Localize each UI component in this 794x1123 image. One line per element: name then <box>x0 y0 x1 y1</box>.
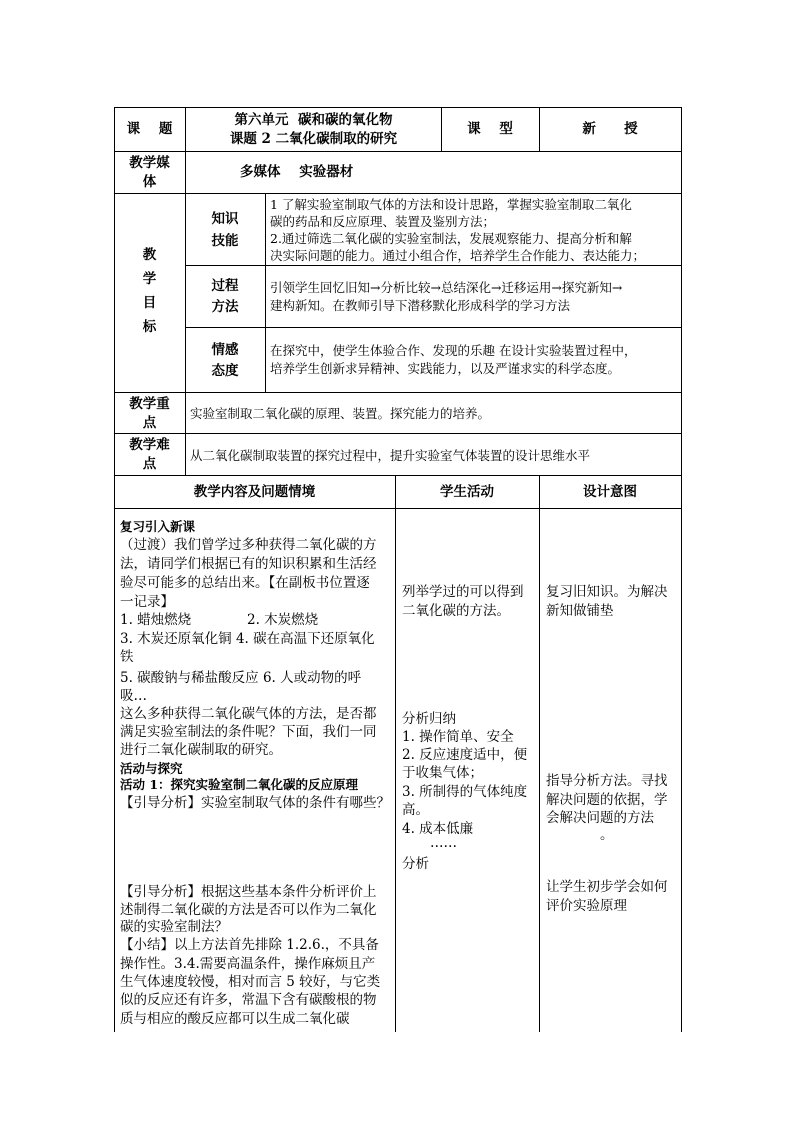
guide2-line: 碳的实验室制法？ <box>120 919 228 935</box>
row-divider-keypoint <box>114 433 682 434</box>
label-goals-1: 教 <box>142 247 157 263</box>
intent-line: 评价实验原理 <box>546 898 627 914</box>
col-header-student: 学生活动 <box>440 484 494 500</box>
student-activity-line: 2. 反应速度适中，便 <box>402 747 528 763</box>
label-emotion-line1: 情感 <box>211 342 239 358</box>
intent-line: 指导分析方法。寻找 <box>546 773 668 789</box>
method-item-5-6: 5. 碳酸钠与稀盐酸反应 6. 人或动物的呼 <box>120 670 362 686</box>
label-emotion-line2: 态度 <box>211 363 239 379</box>
process-line: 引领学生回忆旧知→分析比较→总结深化→迁移运用→探究新知→ <box>270 280 623 295</box>
student-activity-line: 列举学过的可以得到 <box>402 584 524 600</box>
intro-line: （过渡）我们曾学过多种获得二氧化碳的方 <box>120 537 377 553</box>
row-divider-difficulty <box>114 475 682 476</box>
label-knowledge-line1: 知识 <box>211 211 239 227</box>
keypoint-value: 实验室制取二氧化碳的原理、装置。探究能力的培养。 <box>190 406 491 421</box>
col-divider-goal-sub <box>265 193 266 392</box>
activity-1-title: 活动 1：探究实验室制二氧化碳的反应原理 <box>120 777 359 792</box>
row-divider-goals <box>114 392 682 393</box>
knowledge-line: 碳的药品和反应原理、装置及鉴别方法； <box>270 214 496 229</box>
intent-line: 解决问题的依据，学 <box>546 792 668 808</box>
col-header-content: 教学内容及问题情境 <box>193 484 316 500</box>
question-line: 这么多种获得二氧化碳气体的方法，是否都 <box>120 706 377 722</box>
student-activity-analysis: 分析 <box>402 856 429 872</box>
type-value: 新 授 <box>582 121 638 137</box>
intro-line: 一记录】 <box>120 594 174 610</box>
knowledge-line: 1 了解实验室制取气体的方法和设计思路，掌握实验室制取二氧化 <box>270 197 632 212</box>
student-activity-ellipsis: …… <box>430 835 457 851</box>
summary-line: 似的反应还有许多，常温下含有碳酸根的物 <box>120 992 377 1008</box>
student-activity-line: 于收集气体； <box>402 765 483 781</box>
table-border-top <box>114 107 682 108</box>
student-activity-line: 3. 所制得的气体纯度 <box>402 784 528 800</box>
intent-line: 复习旧知识。为解决 <box>546 584 668 600</box>
summary-line: 操作性。3.4.需要高温条件，操作麻烦且产 <box>120 956 376 972</box>
label-type: 课 型 <box>467 121 513 137</box>
student-activity-line: 高。 <box>402 802 429 818</box>
knowledge-line: 2.通过筛选二氧化碳的实验室制法，发展观察能力、提高分析和解 <box>270 231 632 246</box>
col-divider-intent <box>539 475 540 1032</box>
row-divider-header <box>114 151 682 152</box>
student-activity-line: 二氧化碳的方法。 <box>402 603 510 619</box>
row-divider-columns <box>114 508 682 509</box>
method-item-5-6-cont: 吸… <box>120 688 147 704</box>
student-activity-line: 分析归纳 <box>402 711 456 727</box>
label-goals-2: 学 <box>142 271 157 287</box>
col-header-intent: 设计意图 <box>583 484 637 500</box>
row-divider-media <box>114 193 682 194</box>
process-line: 建构新知。在教师引导下潜移默化形成科学的学习方法 <box>270 298 571 313</box>
method-item-2: 2. 木炭燃烧 <box>247 612 319 628</box>
lesson-title-line2: 课题 2 二氧化碳制取的研究 <box>229 131 398 147</box>
method-item-3-4: 3. 木炭还原氧化铜 4. 碳在高温下还原氧化 <box>120 631 375 647</box>
intro-line: 法，请同学们根据已有的知识积累和生活经 <box>120 556 377 572</box>
emotion-line: 在探究中，使学生体验合作、发现的乐趣 在设计实验装置过程中， <box>270 343 637 358</box>
label-goals-3: 目 <box>142 295 157 311</box>
question-line: 满足实验室制法的条件呢？下面，我们一同 <box>120 724 377 740</box>
difficulty-value: 从二氧化碳制取装置的探究过程中，提升实验室气体装置的设计思维水平 <box>190 448 591 463</box>
label-knowledge-line2: 技能 <box>211 233 239 249</box>
section-review-title: 复习引入新课 <box>120 519 196 534</box>
knowledge-line: 决实际问题的能力。通过小组合作，培养学生合作能力、表达能力； <box>270 248 646 263</box>
label-media-line2: 体 <box>142 174 157 190</box>
label-media-line1: 教学媒 <box>129 155 170 171</box>
label-process-line1: 过程 <box>211 278 239 294</box>
summary-line: 【小结】以上方法首先排除 1.2.6.，不具备 <box>120 937 379 953</box>
intent-line: 新知做铺垫 <box>546 603 614 619</box>
intent-line-end: 。 <box>600 827 614 843</box>
label-process-line2: 方法 <box>211 299 239 315</box>
label-keypoint-line1: 教学重 <box>129 396 170 412</box>
label-keypoint-line2: 点 <box>142 415 157 431</box>
label-difficulty-line2: 点 <box>142 456 157 472</box>
guide-question-1: 【引导分析】实验室制取气体的条件有哪些？ <box>120 795 390 811</box>
table-border-right <box>681 107 682 1032</box>
intent-line: 让学生初步学会如何 <box>546 879 668 895</box>
method-item-3-4-cont: 铁 <box>120 649 134 665</box>
section-activity-title: 活动与探究 <box>120 761 183 776</box>
student-activity-line: 4. 成本低廉 <box>402 821 474 837</box>
student-activity-line: 1. 操作简单、安全 <box>402 729 514 745</box>
emotion-line: 培养学生创新求异精神、实践能力，以及严谨求实的科学态度。 <box>270 361 621 376</box>
question-line: 进行二氧化碳制取的研究。 <box>120 742 282 758</box>
lesson-title-line1: 第六单元 碳和碳的氧化物 <box>234 112 393 128</box>
guide2-line: 述制得二氧化碳的方法是否可以作为二氧化 <box>120 902 377 918</box>
intro-line: 验尽可能多的总结出来。【在副板书位置逐 <box>120 575 370 591</box>
col-divider-student <box>395 475 396 1032</box>
label-topic: 课 题 <box>126 121 173 137</box>
summary-line: 生气体速度较慢，相对而言 5 较好，与它类 <box>120 974 381 990</box>
guide2-line: 【引导分析】根据这些基本条件分析评价上 <box>120 884 377 900</box>
row-divider-process <box>185 327 682 328</box>
row-divider-knowledge <box>185 265 682 266</box>
summary-line: 质与相应的酸反应都可以生成二氧化碳 <box>120 1011 350 1027</box>
method-item-1: 1. 蜡烛燃烧 <box>120 612 192 628</box>
media-value: 多媒体 实验器材 <box>240 164 354 180</box>
label-difficulty-line1: 教学难 <box>129 437 170 453</box>
intent-line: 会解决问题的方法 <box>546 810 654 826</box>
label-goals-4: 标 <box>142 319 157 335</box>
